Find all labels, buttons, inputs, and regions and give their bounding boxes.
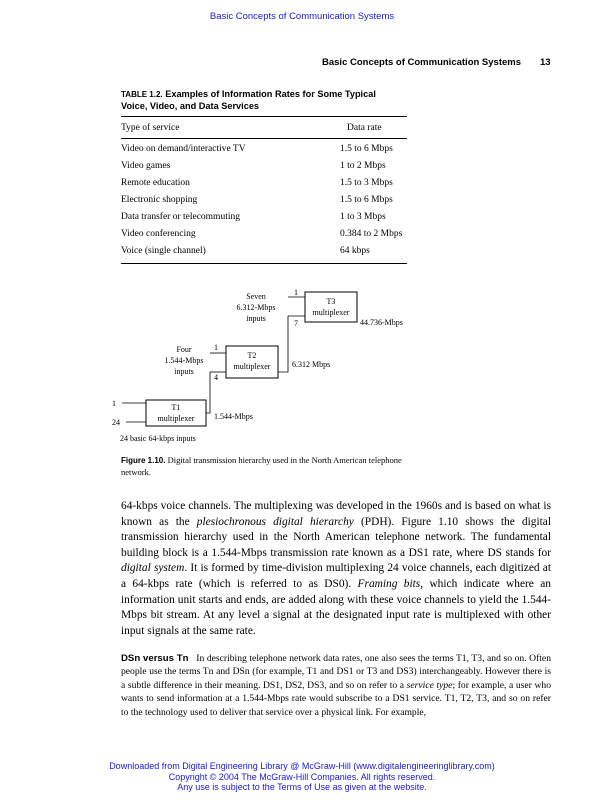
t1-box-subtitle: multiplexer bbox=[157, 414, 195, 423]
body-emphasis-digital-system: digital system bbox=[121, 562, 185, 575]
body-text-segment: 64-kbps voice channels. The multiplexing was developed in the 1960s and is based on what is known as the bbox=[121, 500, 551, 528]
body-text-segment: (PDH). Figure 1.10 shows the digital transmission hierarchy used in the North American telephone network. The fundamental building block is a 1.544-Mbps transmission rate known as a DS1 rate, where DS stands for bbox=[121, 515, 551, 559]
t3-input-last-label: 7 bbox=[294, 319, 298, 328]
t3-input-first-label: 1 bbox=[294, 288, 298, 297]
footer bbox=[0, 761, 604, 793]
hierarchy-diagram bbox=[108, 280, 418, 450]
table-cell-rate: 64 kbps bbox=[340, 246, 370, 256]
t2-to-t3-connector bbox=[278, 316, 288, 372]
table-bottom-rule bbox=[121, 263, 407, 264]
t1-input-first-label: 1 bbox=[112, 399, 116, 408]
table-cell-rate: 1 to 2 Mbps bbox=[340, 161, 386, 171]
table-cell-service: Video on demand/interactive TV bbox=[121, 144, 246, 154]
footer-copyright-link[interactable]: Copyright © 2004 The McGraw-Hill Companies. All rights reserved. bbox=[168, 771, 436, 782]
figure-caption-text: Digital transmission hierarchy used in the North American telephone network. bbox=[121, 455, 402, 477]
t2-inputs-label bbox=[165, 345, 204, 376]
table-cell-service: Electronic shopping bbox=[121, 195, 198, 205]
table-cell-service: Data transfer or telecommuting bbox=[121, 212, 240, 222]
table-header-rate: Data rate bbox=[347, 123, 382, 133]
t2-box-title: T2 bbox=[247, 351, 257, 360]
page-number: 13 bbox=[540, 57, 551, 68]
t3-box-subtitle: multiplexer bbox=[312, 308, 350, 317]
body-text-segment: . It is formed by time-division multiplexing 24 voice channels, each digitized at a 64-kbps rate (which is referred to as DS0). bbox=[121, 562, 551, 590]
t2-output-label: 6.312 Mbps bbox=[292, 360, 331, 369]
table-row bbox=[121, 161, 411, 178]
dsn-emphasis-service-type: service type bbox=[406, 679, 453, 691]
body-paragraph bbox=[121, 499, 551, 639]
t2-input-last-label: 4 bbox=[214, 373, 218, 382]
table-cell-rate: 1.5 to 3 Mbps bbox=[340, 178, 393, 188]
table-cell-rate: 1 to 3 Mbps bbox=[340, 212, 386, 222]
table-cell-service: Video conferencing bbox=[121, 229, 196, 239]
table-cell-rate: 0.384 to 2 Mbps bbox=[340, 229, 403, 239]
table-row bbox=[121, 229, 411, 246]
t2-inputs-line3: inputs bbox=[174, 367, 194, 376]
table-cell-service: Video games bbox=[121, 161, 171, 171]
t3-inputs-line1: Seven bbox=[246, 292, 266, 301]
t2-input-first-label: 1 bbox=[214, 343, 218, 352]
t1-input-last-label: 24 bbox=[112, 418, 120, 427]
figure-caption-label: Figure 1.10. bbox=[121, 456, 166, 465]
table-title-line1: Examples of Information Rates for Some Typical bbox=[165, 89, 376, 99]
table-cell-rate: 1.5 to 6 Mbps bbox=[340, 195, 393, 205]
dsn-text-segment: In describing telephone network data rates, one also sees the terms T1, T3, and so on. Often people use the terms Tn and DSn (for example, T1 and DS1 or T3 and DS3) interchangeably. However there is a subtle difference in their meaning. DS1, DS2, DS3, and so on refer to a bbox=[121, 653, 551, 691]
t1-inputs-label: 24 basic 64-kbps inputs bbox=[120, 434, 196, 443]
body-emphasis-pdh: plesiochronous digital hierarchy bbox=[196, 515, 354, 528]
table-label: TABLE 1.2. bbox=[121, 90, 163, 99]
t2-box-subtitle: multiplexer bbox=[233, 362, 271, 371]
table-title-line2: Voice, Video, and Data Services bbox=[121, 100, 260, 111]
table-top-rule bbox=[121, 116, 407, 117]
table-row bbox=[121, 195, 411, 212]
t1-box-title: T1 bbox=[171, 403, 181, 412]
table-header-service: Type of service bbox=[121, 123, 180, 133]
figure-caption bbox=[121, 455, 409, 477]
t1-to-t2-connector bbox=[206, 372, 210, 413]
table-row bbox=[121, 144, 411, 161]
t2-inputs-line2: 1.544-Mbps bbox=[164, 356, 204, 365]
table-row bbox=[121, 212, 411, 229]
dsn-paragraph bbox=[121, 652, 551, 719]
t1-output-label: 1.544-Mbps bbox=[214, 412, 253, 421]
body-emphasis-framing-bits: Framing bits bbox=[357, 577, 421, 590]
table-cell-service: Voice (single channel) bbox=[121, 246, 206, 256]
t2-inputs-line1: Four bbox=[176, 345, 192, 354]
table-header-rule bbox=[121, 138, 407, 139]
table-cell-rate: 1.5 to 6 Mbps bbox=[340, 144, 393, 154]
table-row bbox=[121, 246, 411, 263]
footer-download-link[interactable]: Downloaded from Digital Engineering Library @ McGraw-Hill (www.digitalengineeringlibrary.com) bbox=[109, 761, 495, 771]
t3-output-label: 44.736-Mbps bbox=[360, 318, 403, 327]
table-row bbox=[121, 178, 411, 195]
table-caption bbox=[121, 89, 421, 112]
t3-inputs-line2: 6.312-Mbps bbox=[236, 303, 276, 312]
dsn-heading: DSn versus Tn bbox=[121, 653, 189, 664]
table-cell-service: Remote education bbox=[121, 178, 190, 188]
t3-inputs-line3: inputs bbox=[246, 314, 266, 323]
t3-inputs-label bbox=[237, 292, 276, 323]
running-head: Basic Concepts of Communication Systems bbox=[322, 57, 522, 68]
body-text-segment: , which indicate where an information unit starts and ends, are added along with these voice channels to yield the 1.544-Mbps bit stream. At any level a signal at the designated input rate is multiplexed with other input signals at the same rate. bbox=[121, 577, 551, 637]
dsn-text-segment: ; for example, a user who wants to send information at a 1.544-Mbps rate would subscribe to a DS1 service. T1, T2, T3, and so on refer to the technology used to deliver that service over a physical link. For example, bbox=[121, 679, 551, 718]
top-link-title[interactable]: Basic Concepts of Communication Systems bbox=[209, 11, 395, 22]
footer-terms-link[interactable]: Any use is subject to the Terms of Use as given at the website. bbox=[177, 782, 427, 793]
t3-box-title: T3 bbox=[326, 297, 336, 306]
